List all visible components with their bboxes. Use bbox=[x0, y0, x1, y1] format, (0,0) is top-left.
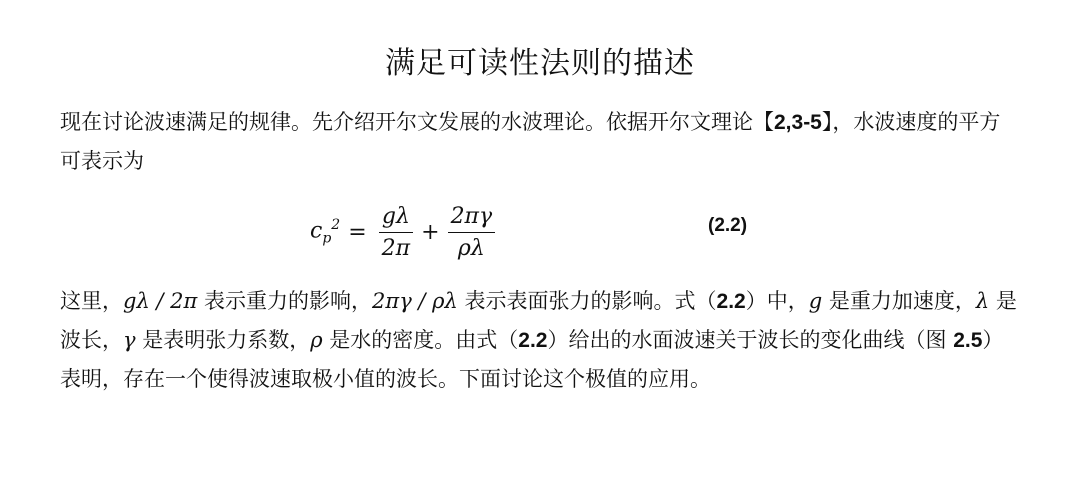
citation-ref: 2,3-5 bbox=[774, 111, 822, 134]
math-g: g bbox=[808, 289, 823, 313]
math-tension-term: 2πγ / ρλ bbox=[372, 289, 458, 313]
intro-text-2: ，水波速度的平方可表示为 bbox=[60, 110, 1001, 173]
citation-open: 【 bbox=[753, 110, 774, 134]
math-lambda: λ bbox=[975, 289, 990, 313]
math-rho: ρ bbox=[310, 328, 323, 352]
eq-fraction-gravity: $\frac{g\lambda}{2\pi}$ bbox=[379, 204, 413, 261]
explanation-paragraph: 这里，gλ / 2π 表示重力的影响，2πγ / ρλ 表示表面张力的影响。式（2.2）中，g 是重力加速度，λ 是波长，γ 是表明张力系数，ρ 是水的密度。由式（2.2）给出的水面波速关于波长的变化曲线（图 2.5）表明，存在一个使得波速取极小值的波长。下面讨论这个极值的应用。 bbox=[60, 289, 1017, 391]
eq-ref: 2.2 bbox=[518, 329, 548, 352]
eq-equals: = bbox=[348, 219, 367, 245]
intro-paragraph bbox=[60, 103, 1020, 180]
eq-ref: 2.2 bbox=[716, 290, 746, 313]
citation-close: 】 bbox=[821, 110, 833, 134]
eq-fraction-tension: $\frac{2\pi\gamma}{\rho\lambda}$ bbox=[448, 204, 496, 261]
figure-ref: 2.5 bbox=[953, 329, 983, 352]
equation bbox=[310, 192, 499, 272]
math-gamma: γ bbox=[123, 328, 136, 352]
page-title: 满足可读性法则的描述 bbox=[385, 46, 695, 81]
intro-text: 现在讨论波速满足的规律。先介绍开尔文发展的水波理论。依据开尔文理论 bbox=[60, 110, 753, 134]
equation-number: (2.2) bbox=[708, 215, 748, 236]
math-gravity-term: gλ / 2π bbox=[123, 289, 198, 313]
eq-plus: + bbox=[421, 219, 440, 245]
eq-lhs: $c_p^2$ bbox=[310, 217, 341, 247]
